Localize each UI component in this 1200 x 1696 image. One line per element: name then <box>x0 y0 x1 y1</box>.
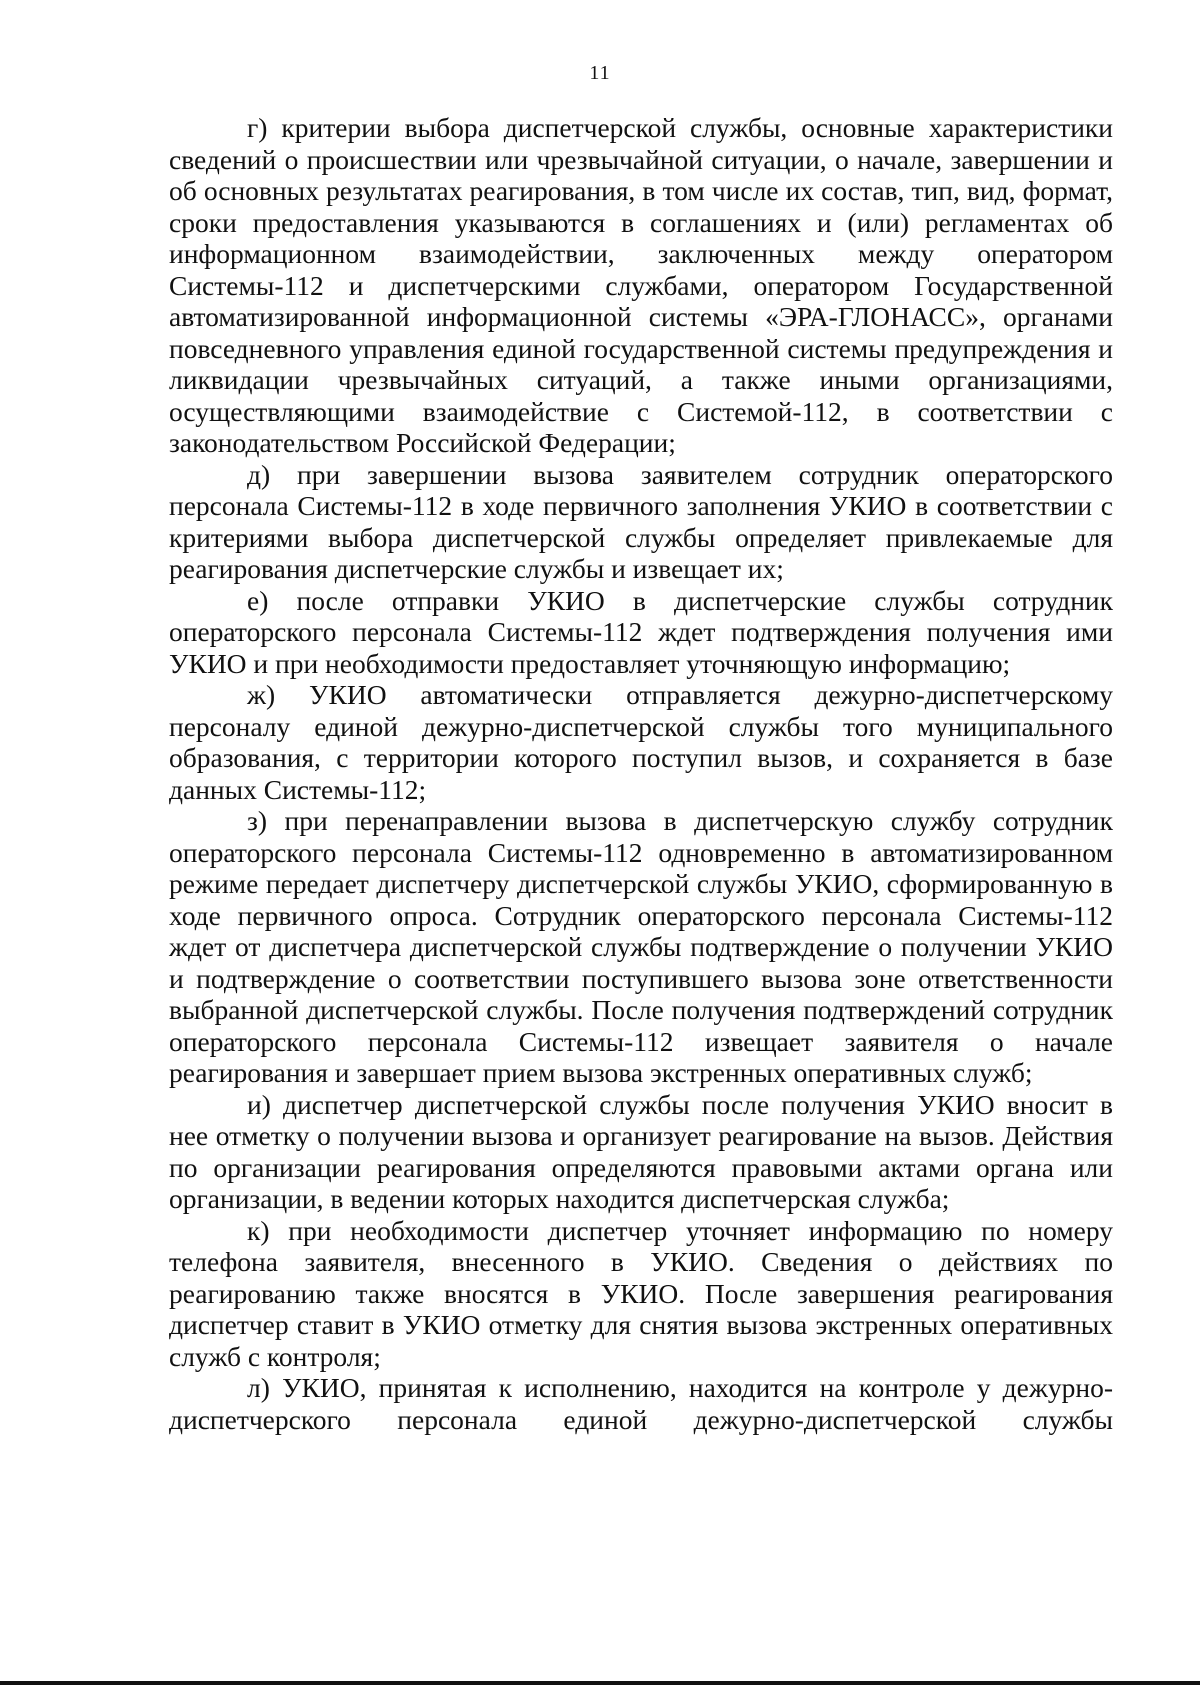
paragraph-e: е) после отправки УКИО в диспетчерские службы сотрудник операторского персонала Системы-112 ждет подтверждения получения ими УКИО и при необходимости предоставляет уточняющую информацию; <box>169 584 1113 679</box>
paragraph-g: г) критерии выбора диспетчерской службы, основные характеристики сведений о происшествии или чрезвычайной ситуации, о начале, завершении и об основных результатах реагирования, в том числе их состав, тип, вид, формат, сроки предоставления указываются в соглашениях и (или) регламентах об информационном взаимодействии, заключенных между оператором Системы-112 и диспетчерскими службами, оператором Государственной автоматизированной информационной системы «ЭРА-ГЛОНАСС», органами повседневного управления единой государственной системы предупреждения и ликвидации чрезвычайных ситуаций, а также иными организациями, осуществляющими взаимодействие с Системой-112, в соответствии с законодательством Российской Федерации; <box>169 112 1113 458</box>
paragraph-d: д) при завершении вызова заявителем сотрудник операторского персонала Системы-112 в ходе первичного заполнения УКИО в соответствии с критериями выбора диспетчерской службы определяет привлекаемые для реагирования диспетчерские службы и извещает их; <box>169 458 1113 584</box>
paragraph-l: л) УКИО, принятая к исполнению, находится на контроле у дежурно-диспетчерского персонала единой дежурно-диспетчерской службы <box>169 1372 1113 1435</box>
paragraph-k: к) при необходимости диспетчер уточняет информацию по номеру телефона заявителя, внесенного в УКИО. Сведения о действиях по реагированию также вносятся в УКИО. После завершения реагирования диспетчер ставит в УКИО отметку для снятия вызова экстренных оперативных служб с контроля; <box>169 1214 1113 1372</box>
scan-bottom-rule <box>0 1681 1200 1685</box>
paragraph-z: з) при перенаправлении вызова в диспетчерскую службу сотрудник операторского персонала Системы-112 одновременно в автоматизированном режиме передает диспетчеру диспетчерской службы УКИО, сформированную в ходе первичного опроса. Сотрудник операторского персонала Системы-112 ждет от диспетчера диспетчерской службы подтверждение о получении УКИО и подтверждение о соответствии поступившего вызова зоне ответственности выбранной диспетчерской службы. После получения подтверждений сотрудник операторского персонала Системы-112 извещает заявителя о начале реагирования и завершает прием вызова экстренных оперативных служб; <box>169 805 1113 1088</box>
paragraph-zh: ж) УКИО автоматически отправляется дежурно-диспетчерскому персоналу единой дежурно-диспетчерской службы того муниципального образования, с территории которого поступил вызов, и сохраняется в базе данных Системы-112; <box>169 679 1113 805</box>
paragraph-i: и) диспетчер диспетчерской службы после получения УКИО вносит в нее отметку о получении вызова и организует реагирование на вызов. Действия по организации реагирования определяются правовыми актами органа или организации, в ведении которых находится диспетчерская служба; <box>169 1088 1113 1214</box>
page-number: 11 <box>589 62 611 84</box>
document-body <box>169 112 1113 1435</box>
